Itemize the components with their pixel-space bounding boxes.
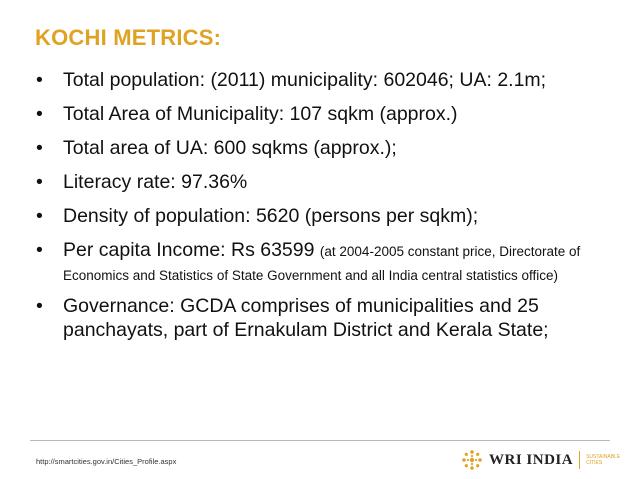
list-item <box>36 136 616 160</box>
bullet-text: Governance: GCDA comprises of municipalities and 25 panchayats, part of Ernakulam District and Kerala State; <box>63 295 549 341</box>
logo-text: WRI INDIA <box>489 451 574 468</box>
bullet-text: Total area of UA: 600 sqkms (approx.); <box>63 137 397 159</box>
bullet-icon: • <box>36 69 43 91</box>
list-item <box>36 102 616 126</box>
bullet-note: (at 2004-2005 constant price, Directorate of Economics and Statistics of State Government and all India central statistics office) <box>63 244 581 283</box>
list-item <box>36 170 616 194</box>
list-item <box>36 238 616 286</box>
bullet-icon: • <box>36 171 43 193</box>
list-item <box>36 204 616 228</box>
bullet-icon: • <box>36 205 43 227</box>
bullet-icon: • <box>36 137 43 159</box>
source-link[interactable]: http://smartcities.gov.in/Cities_Profile.aspx <box>36 457 177 466</box>
logo-separator <box>579 451 580 469</box>
bullet-text: Total population: (2011) municipality: 602046; UA: 2.1m; <box>63 69 547 91</box>
bullet-icon: • <box>36 239 43 261</box>
wri-india-logo <box>461 447 624 473</box>
bullet-text: Per capita Income: Rs 63599 <box>63 239 315 261</box>
bullet-icon: • <box>36 295 43 317</box>
bullet-text: Literacy rate: 97.36% <box>63 171 248 193</box>
slide-title: KOCHI METRICS: <box>35 25 222 50</box>
logo-tagline: SUSTAINABLE CITIES <box>586 454 621 466</box>
bullet-text: Total Area of Municipality: 107 sqkm (approx.) <box>63 103 458 125</box>
footer-divider <box>30 440 610 441</box>
list-item <box>36 68 616 92</box>
bullet-text: Density of population: 5620 (persons per sqkm); <box>63 205 479 227</box>
bullet-icon: • <box>36 103 43 125</box>
metrics-list <box>36 68 616 352</box>
list-item <box>36 294 616 342</box>
wri-india-logo-mark-icon <box>461 449 483 471</box>
